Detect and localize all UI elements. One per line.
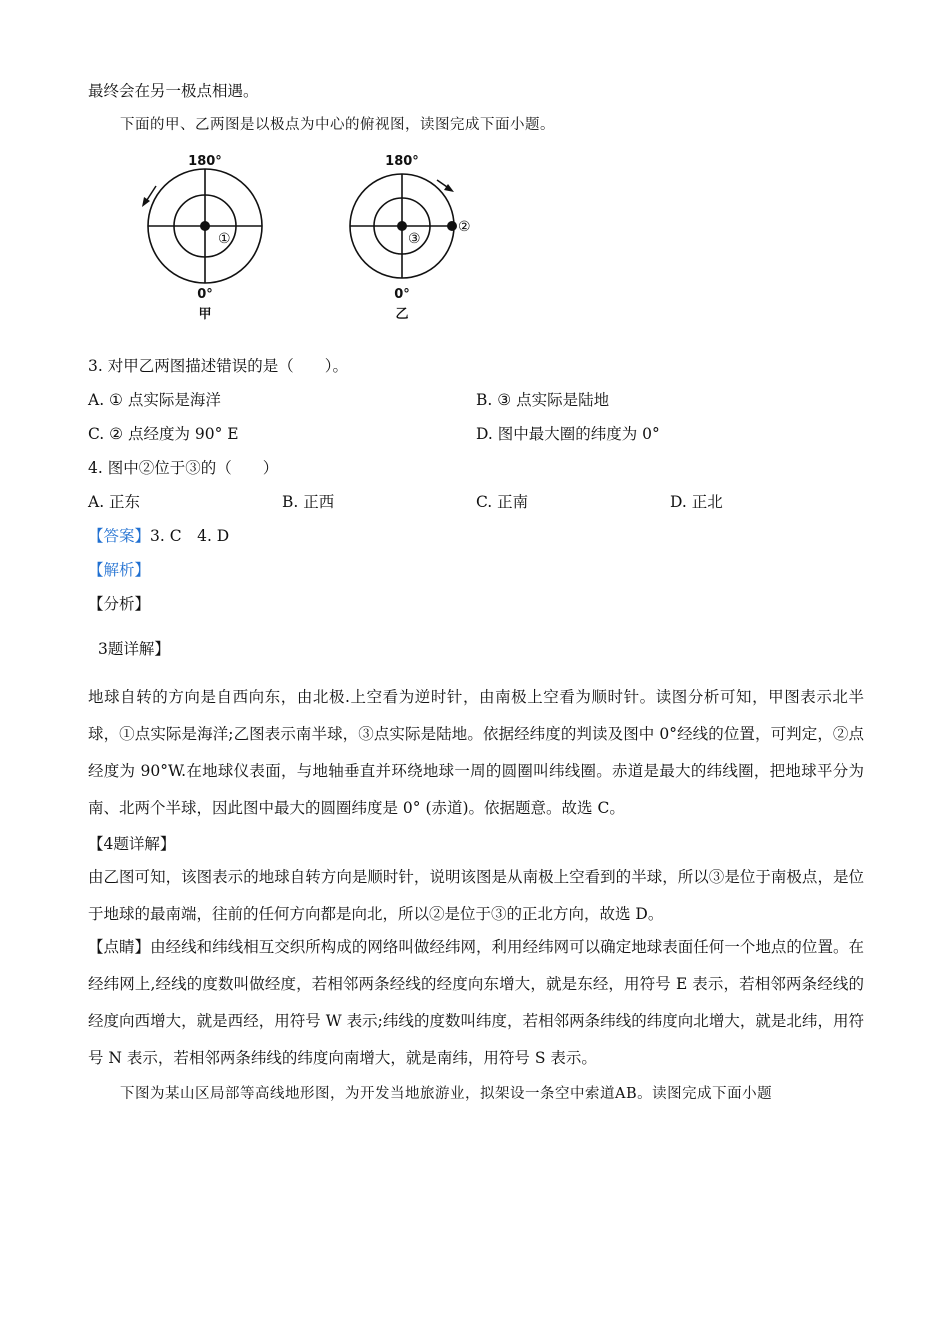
polar-figure: [130, 148, 490, 328]
arrow-counterclockwise-icon: [142, 186, 156, 207]
answer-line: [88, 525, 229, 547]
intro-line: 最终会在另一极点相遇。: [88, 82, 259, 100]
diagram-jia: [142, 154, 262, 322]
detail-3-body: 地球自转的方向是自西向东，由北极.上空看为逆时针，由南极上空看为顺时针。读图分析可知，甲图表示北半球，①点实际是海洋;乙图表示南半球，③点实际是陆地。依据经纬度的判读及图中 0°经线的位置，可判定，②点经度为 90°W.在地球仪表面，与地轴垂直并环绕地球一周的圆圈叫纬线圈。赤道是最大的纬线圈，把地球平分为南、北两个半球，因此图中最大的圆圈纬度是 0° (赤道)。依据题意。故选 C。: [88, 688, 864, 817]
question-4-stem: 4. 图中②位于③的（ ）: [88, 459, 279, 477]
detail-3-heading: 3题详解】: [98, 640, 170, 658]
q4-option-b[interactable]: B. 正西: [282, 493, 335, 511]
yi-outer-point-label: ②: [458, 219, 471, 235]
q3-option-b[interactable]: B. ③ 点实际是陆地: [476, 391, 610, 409]
q4-option-c[interactable]: C. 正南: [476, 493, 529, 511]
jia-pole-dot: [200, 221, 210, 231]
diagram-yi: [350, 154, 471, 322]
q3-option-d[interactable]: D. 图中最大圈的纬度为 0°: [476, 425, 660, 443]
prompt-1: 下面的甲、乙两图是以极点为中心的俯视图，读图完成下面小题。: [120, 117, 555, 133]
detail-4-heading: 【4题详解】: [88, 835, 176, 853]
yi-inner-point-label: ③: [408, 231, 421, 247]
yi-top-label: 180°: [385, 154, 419, 169]
yi-outer-dot: [447, 221, 457, 231]
analysis-tag: 【解析】: [88, 561, 151, 579]
prompt-2: 下图为某山区局部等高线地形图，为开发当地旅游业，拟架设一条空中索道AB。读图完成下面小题: [120, 1086, 773, 1102]
question-3-stem: 3. 对甲乙两图描述错误的是（ ）。: [88, 357, 348, 375]
jia-bottom-label: 0°: [197, 287, 213, 302]
q4-option-d[interactable]: D. 正北: [670, 493, 723, 511]
answer-tag: 【答案】: [88, 527, 151, 545]
yi-pole-dot: [397, 221, 407, 231]
dianjing-tag: 【点睛】: [88, 938, 151, 956]
dianjing-paragraph: [88, 929, 864, 1077]
detail-4-body: 由乙图可知，该图表示的地球自转方向是顺时针，说明该图是从南极上空看到的半球，所以③是位于南极点，是位于地球的最南端，往前的任何方向都是向北，所以②是位于③的正北方向，故选 D。: [88, 868, 864, 923]
fenxi-tag: 【分析】: [88, 595, 151, 613]
jia-point-label: ①: [218, 231, 231, 247]
q3-option-c[interactable]: C. ② 点经度为 90° E: [88, 425, 239, 443]
q3-option-a[interactable]: A. ① 点实际是海洋: [88, 391, 221, 409]
jia-top-label: 180°: [188, 154, 222, 169]
dianjing-body: 由经线和纬线相互交织所构成的网络叫做经纬网，利用经纬网可以确定地球表面任何一个地点的位置。在经纬网上,经线的度数叫做经度，若相邻两条经线的经度向东增大，就是东经，用符号 E 表示，若相邻两条经线的经度向西增大，就是西经，用符号 W 表示;纬线的度数叫纬度，若相邻两条纬线的纬度向北增大，就是北纬，用符号 N 表示，若相邻两条纬线的纬度向南增大，就是南纬，用符号 S 表示。: [88, 938, 864, 1067]
jia-caption: 甲: [198, 307, 212, 322]
yi-caption: 乙: [395, 307, 409, 322]
q4-option-a[interactable]: A. 正东: [88, 493, 141, 511]
yi-bottom-label: 0°: [394, 287, 410, 302]
answer-text: 3. C 4. D: [150, 527, 230, 545]
